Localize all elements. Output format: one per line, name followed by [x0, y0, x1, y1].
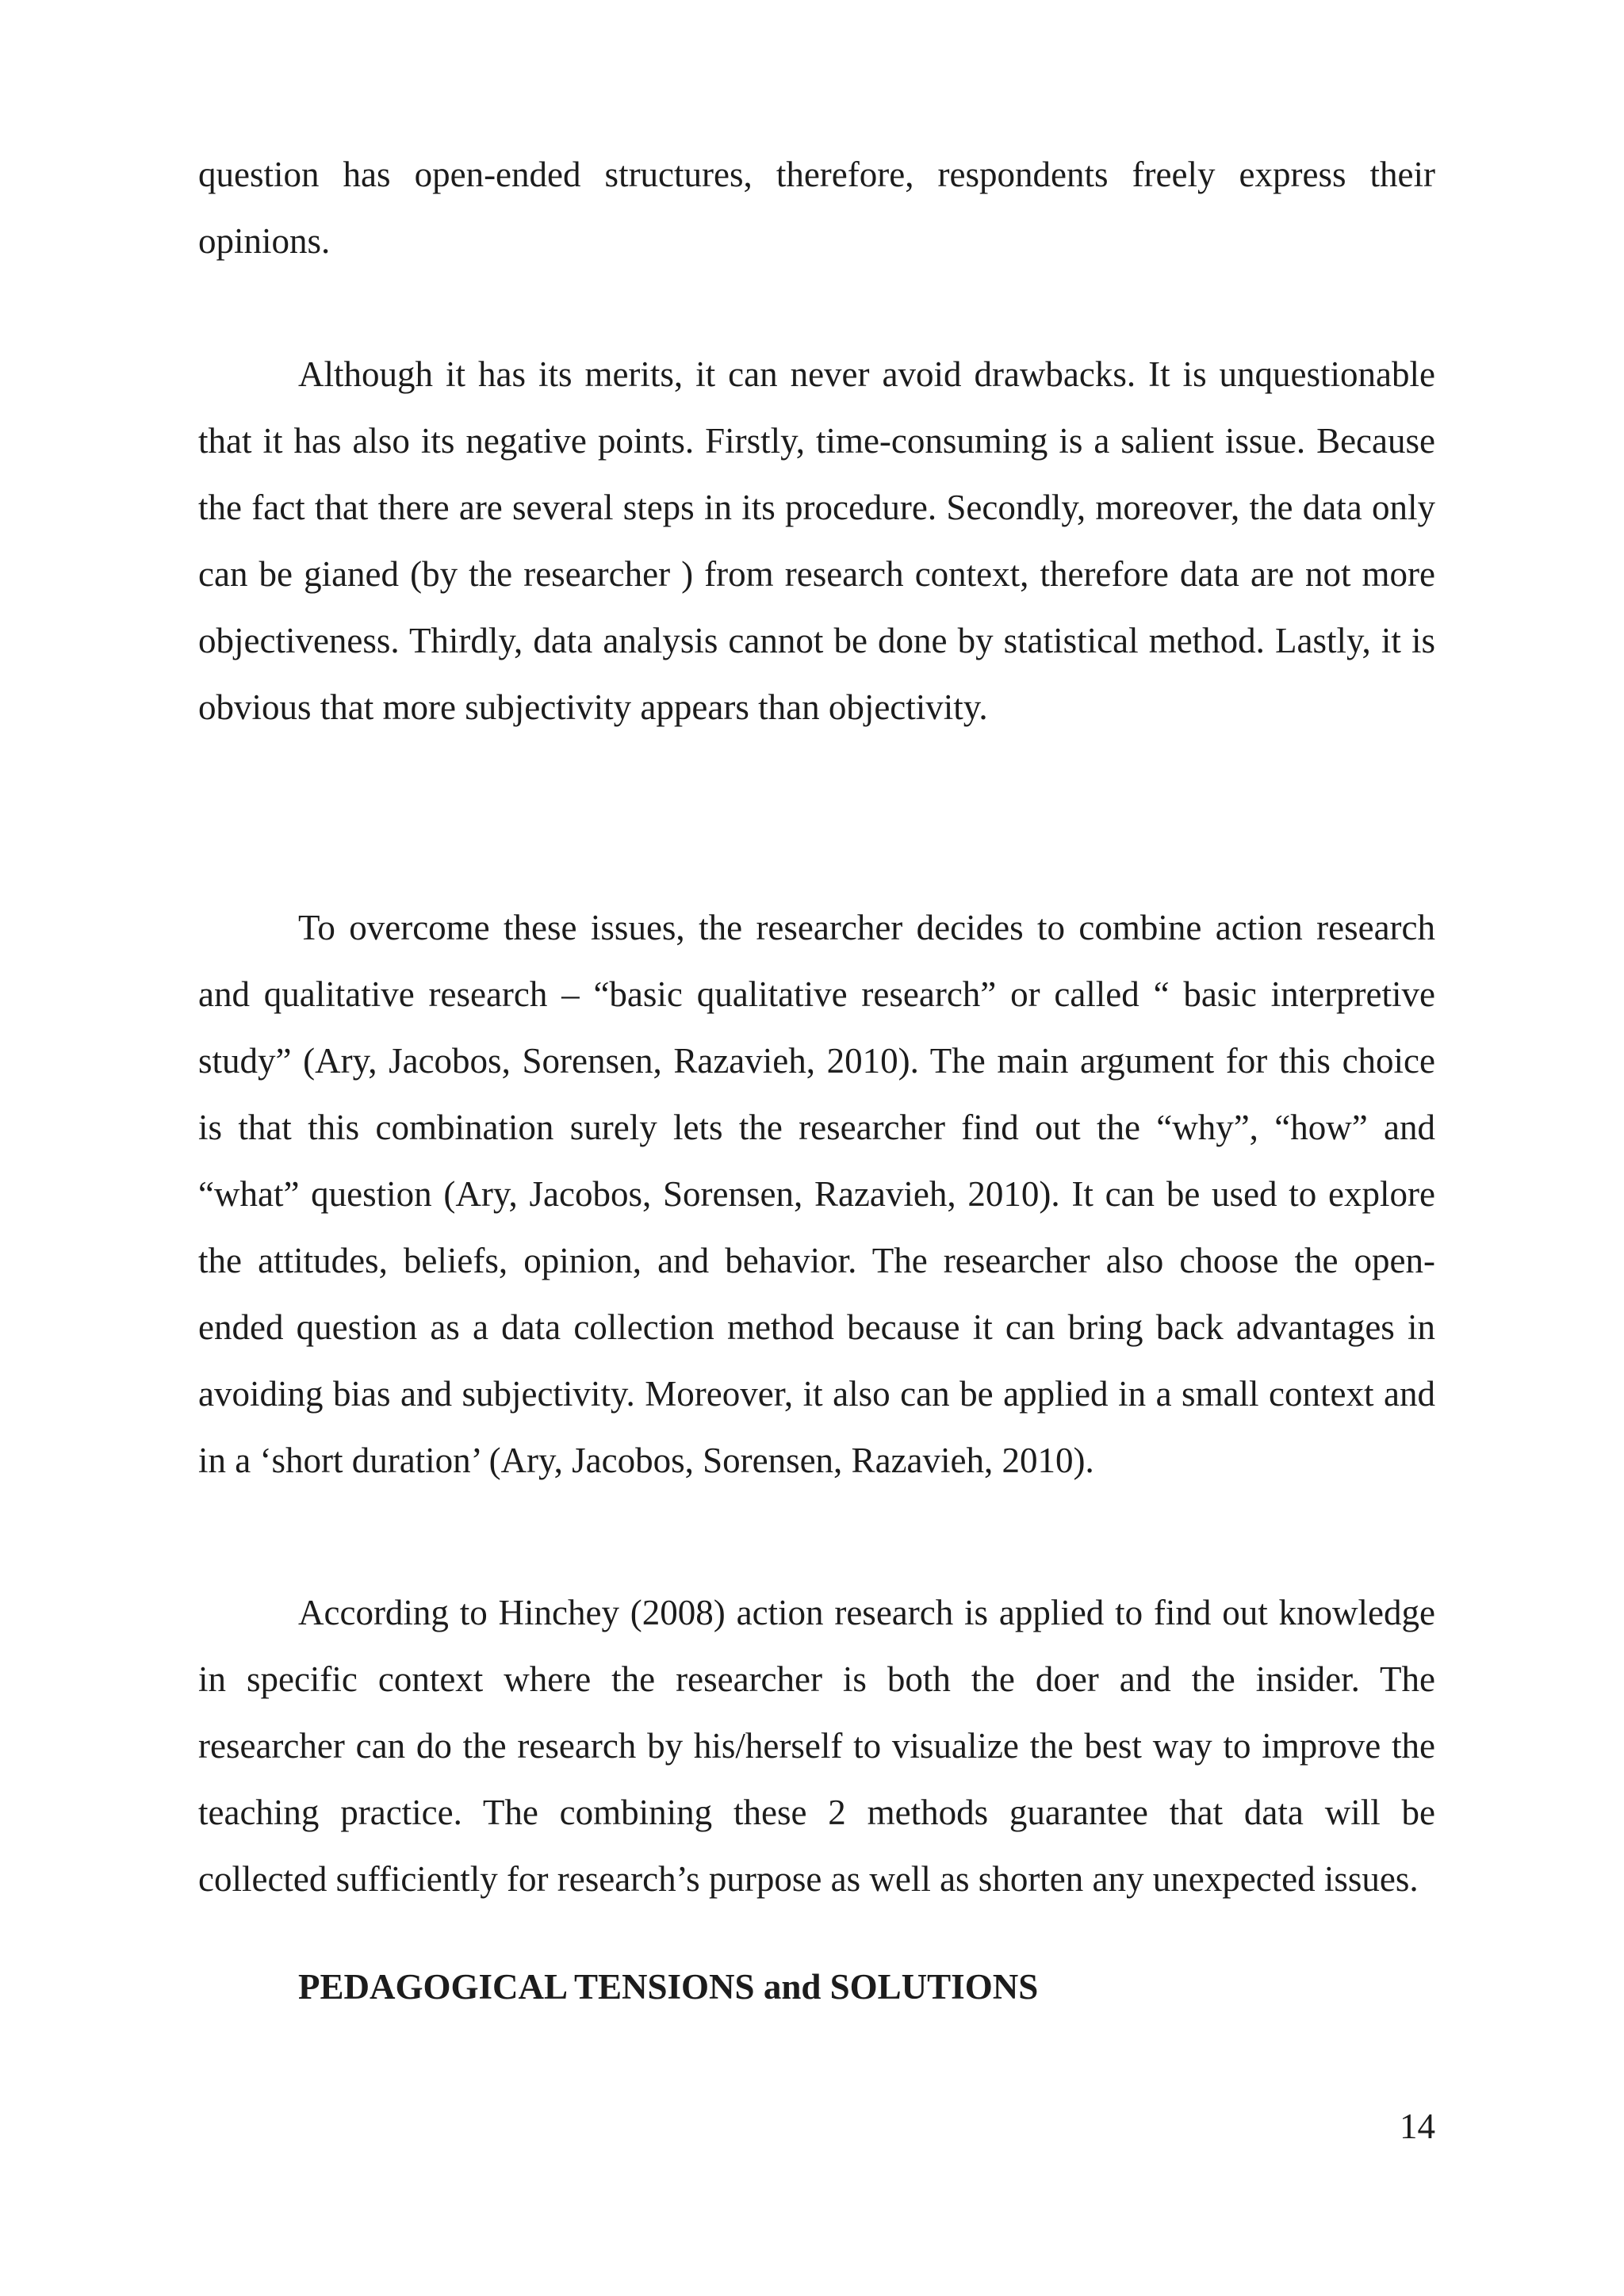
- body-paragraph: To overcome these issues, the researcher decides to combine action research and qualitative research – “basic qualitative research” or called “ basic interpretive study” (Ary, Jacobos, Sorensen, Razavieh, 2010). The main argument for this choice is that this combination surely lets the researcher find out the “why”, “how” and “what” question (Ary, Jacobos, Sorensen, Razavieh, 2010). It can be used to explore the attitudes, beliefs, opinion, and behavior. The researcher also choose the open-ended question as a data collection method because it can bring back advantages in avoiding bias and subjectivity. Moreover, it also can be applied in a small context and in a ‘short duration’ (Ary, Jacobos, Sorensen, Razavieh, 2010).: [198, 908, 1435, 1480]
- body-paragraph: Although it has its merits, it can never avoid drawbacks. It is unquestionable that it has also its negative points. Firstly, time-consuming is a salient issue. Because the fact that there are several steps in its procedure. Secondly, moreover, the data only can be gianed (by the researcher ) from research context, therefore data are not more objectiveness. Thirdly, data analysis cannot be done by statistical method. Lastly, it is obvious that more subjectivity appears than objectivity.: [198, 354, 1435, 727]
- body-paragraph: According to Hinchey (2008) action research is applied to find out knowledge in specific context where the researcher is both the doer and the insider. The researcher can do the research by his/herself to visualize the best way to improve the teaching practice. The combining these 2 methods guarantee that data will be collected sufficiently for research’s purpose as well as shorten any unexpected issues.: [198, 1593, 1435, 1899]
- page-number: 14: [1400, 2107, 1435, 2146]
- body-paragraph: question has open-ended structures, therefore, respondents freely express their opinions.: [198, 155, 1435, 261]
- section-heading: PEDAGOGICAL TENSIONS and SOLUTIONS: [298, 1967, 1039, 2007]
